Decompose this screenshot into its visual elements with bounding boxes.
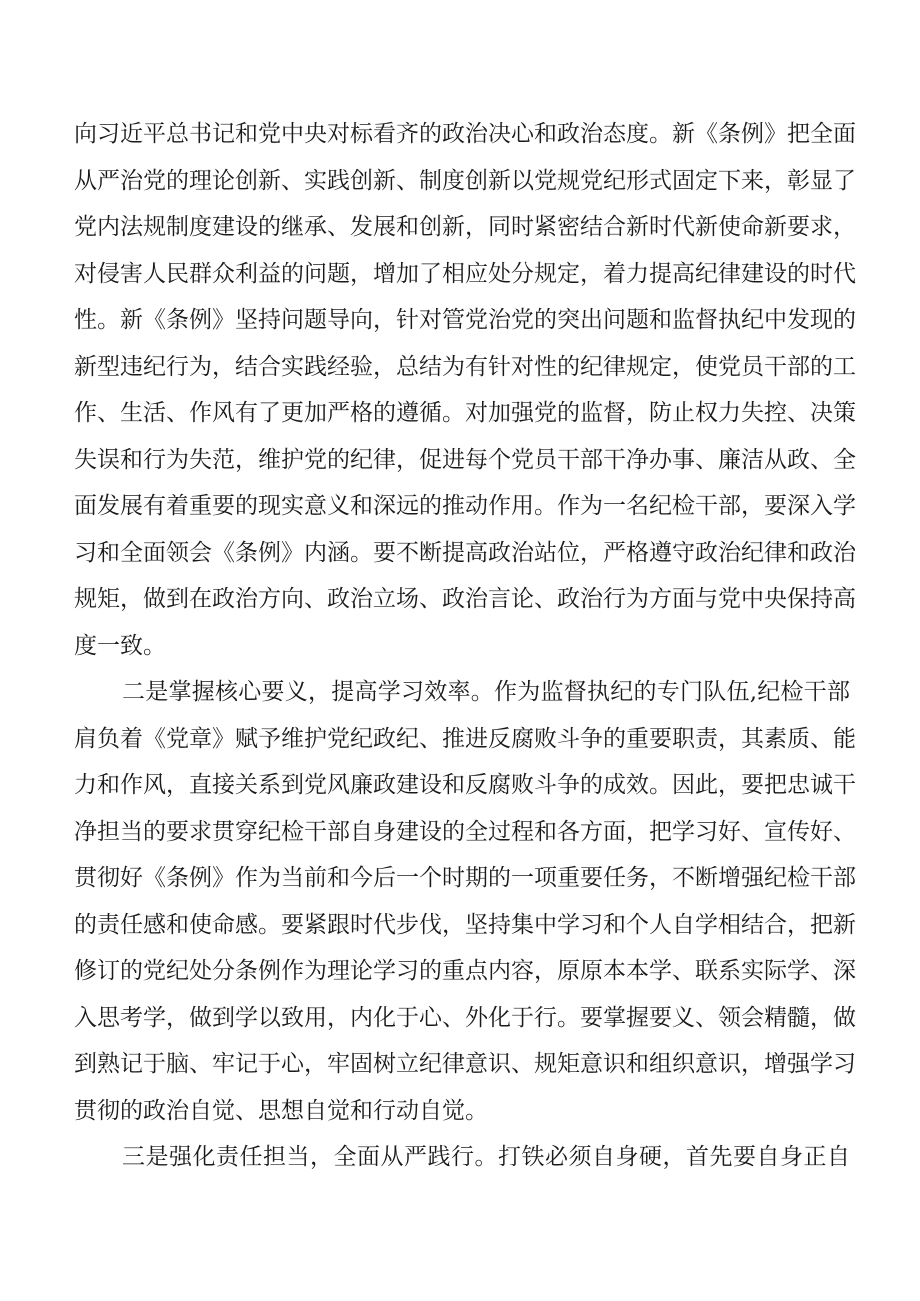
paragraph-3 [74,1134,850,1181]
text-line: 二是掌握核心要义，提高学习效率。作为监督执纪的专门队伍,纪检干部 [122,679,850,705]
text-line: 党内法规制度建设的继承、发展和创新，同时紧密结合新时代新使命新要求， [74,214,856,240]
text-line: 到熟记于脑、牢记于心，牢固树立纪律意识、规矩意识和组织意识，增强学习 [74,1051,856,1077]
paragraph-1 [74,111,856,669]
text-line: 肩负着《党章》赋予维护党纪政纪、推进反腐败斗争的重要职责，其素质、能 [74,725,856,752]
paragraph-2 [74,669,856,1134]
text-line: 贯彻的政治自觉、思想自觉和行动自觉。 [74,1097,488,1124]
text-line: 贯彻好《条例》作为当前和今后一个时期的一项重要任务，不断增强纪检干部 [74,865,856,891]
text-line: 对侵害人民群众利益的问题，增加了相应处分规定，着力提高纪律建设的时代 [74,260,856,287]
text-line: 净担当的要求贯穿纪检干部自身建设的全过程和各方面，把学习好、宣传好、 [74,818,856,845]
text-line: 修订的党纪处分条例作为理论学习的重点内容，原原本本学、联系实际学、深 [74,958,856,984]
text-line: 的责任感和使命感。要紧跟时代步伐，坚持集中学习和个人自学相结合，把新 [74,911,856,938]
text-line: 从严治党的理论创新、实践创新、制度创新以党规党纪形式固定下来，彰显了 [74,167,856,194]
text-line: 习和全面领会《条例》内涵。要不断提高政治站位，严格遵守政治纪律和政治 [74,539,856,566]
text-line: 规矩，做到在政治方向、政治立场、政治言论、政治行为方面与党中央保持高 [74,586,856,612]
text-line: 失误和行为失范，维护党的纪律，促进每个党员干部干净办事、廉洁从政、全 [74,446,856,473]
text-line: 作、生活、作风有了更加严格的遵循。对加强党的监督，防止权力失控、决策 [74,400,856,426]
text-line: 入思考学，做到学以致用，内化于心、外化于行。要掌握要义、领会精髓，做 [74,1004,856,1031]
text-line: 性。新《条例》坚持问题导向，针对管党治党的突出问题和监督执纪中发现的 [74,307,856,333]
text-line: 面发展有着重要的现实意义和深远的推动作用。作为一名纪检干部，要深入学 [74,493,856,519]
text-line: 力和作风，直接关系到党风廉政建设和反腐败斗争的成效。因此，要把忠诚干 [74,772,856,798]
document-body [74,111,856,1181]
text-line: 度一致。 [74,632,166,659]
text-line: 三是强化责任担当，全面从严践行。打铁必须自身硬，首先要自身正自 [122,1144,850,1170]
text-line: 向习近平总书记和党中央对标看齐的政治决心和政治态度。新《条例》把全面 [74,121,856,147]
text-line: 新型违纪行为，结合实践经验，总结为有针对性的纪律规定，使党员干部的工 [74,353,856,380]
